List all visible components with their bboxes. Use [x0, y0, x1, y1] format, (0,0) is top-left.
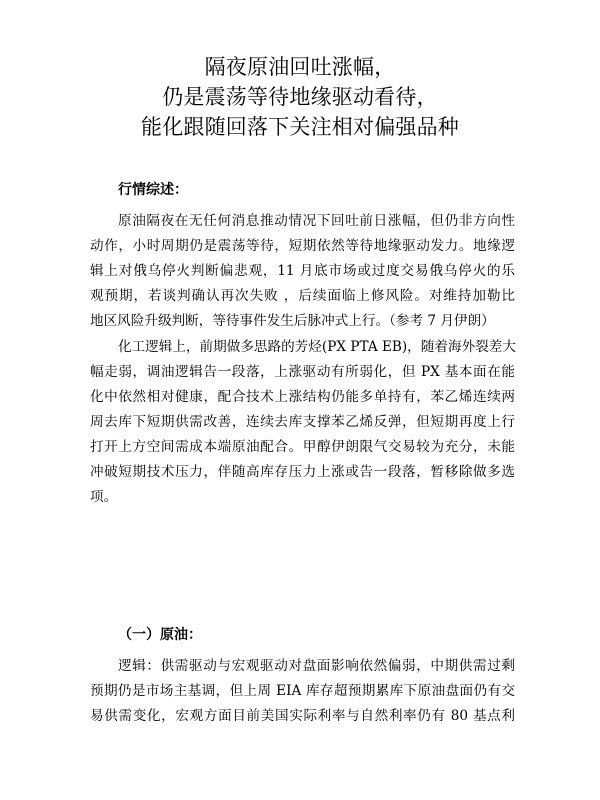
document-title — [0, 52, 600, 142]
paragraph-line: 预期仍是市场主基调，但上周 EIA 库存超预期累库下原油盘面仍有交 — [90, 683, 515, 699]
paragraph-line: 动作，小时周期仍是震荡等待，短期依然等待地缘驱动发力。地缘逻 — [90, 238, 515, 254]
paragraph-line: 化中依然相对健康，配合技术上涨结构仍能多单持有，苯乙烯连续两 — [90, 389, 515, 405]
section-heading-market-overview: 行情综述： — [118, 182, 188, 198]
paragraph-line: 易供需变化，宏观方面目前美国实际利率与自然利率仍有 80 基点利 — [90, 708, 515, 724]
paragraph-line: 辑上对俄乌停火判断偏悲观，11 月底市场或过度交易俄乌停火的乐 — [90, 263, 515, 279]
paragraph-line: 地区风险升级判断，等待事件发生后脉冲式上行。（参考 7 月伊朗） — [90, 313, 495, 329]
paragraph-chemical-logic — [90, 335, 515, 510]
paragraph-line: 观预期，若谈判确认再次失败 ，后续面临上修风险。对维持加勒比 — [90, 288, 515, 304]
paragraph-crude-overview — [90, 209, 515, 334]
paragraph-line: 原油隔夜在无任何消息推动情况下回吐前日涨幅，但仍非方向性 — [118, 213, 515, 229]
title-line-3: 能化跟随回落下关注相对偏强品种 — [141, 115, 459, 139]
title-line-1: 隔夜原油回吐涨幅， — [204, 55, 396, 79]
paragraph-line: 项。 — [90, 489, 118, 505]
paragraph-crude-logic — [90, 654, 515, 729]
paragraph-line: 化工逻辑上，前期做多思路的芳烃(PX PTA EB)，随着海外裂差大 — [118, 339, 516, 355]
title-line-2: 仍是震荡等待地缘驱动看待， — [162, 85, 438, 109]
paragraph-line: 逻辑：供需驱动与宏观驱动对盘面影响依然偏弱，中期供需过剩 — [118, 658, 515, 674]
paragraph-line: 冲破短期技术压力，伴随高库存压力上涨或告一段落，暂移除做多选 — [90, 464, 515, 480]
paragraph-line: 周去库下短期供需改善，连续去库支撑苯乙烯反弹，但短期再度上行 — [90, 414, 515, 430]
section-heading-crude-oil: （一）原油： — [118, 627, 202, 643]
paragraph-line: 打开上方空间需成本端原油配合。甲醇伊朗限气交易较为充分，未能 — [90, 439, 515, 455]
paragraph-line: 幅走弱，调油逻辑告一段落，上涨驱动有所弱化，但 PX 基本面在能 — [90, 364, 515, 380]
